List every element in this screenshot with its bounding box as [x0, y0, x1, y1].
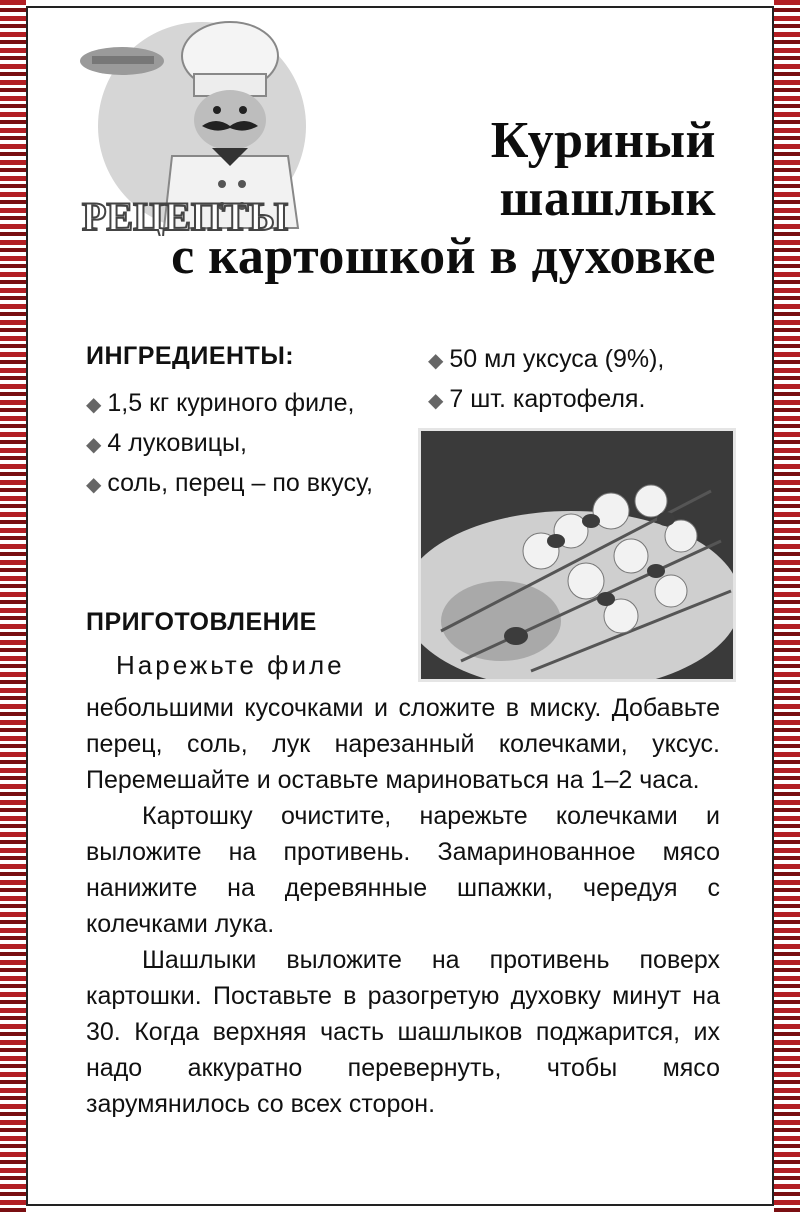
- ingredients-list-left: [86, 386, 386, 506]
- diamond-bullet-icon: ◆: [86, 474, 102, 496]
- preparation-paragraph-1: небольшими кусочками и сложите в миску. Добавьте перец, соль, лук нарезанный колечками, уксус. Перемешайте и оставьте мариноваться на 1–2 часа.: [86, 694, 720, 794]
- ingredient-item: ◆ 1,5 кг куриного филе,: [86, 389, 355, 417]
- diamond-bullet-icon: ◆: [86, 394, 102, 416]
- logo-text: РЕЦЕПТЫ: [82, 194, 288, 236]
- diamond-bullet-icon: ◆: [86, 434, 102, 456]
- title-line-2: шашлык: [499, 170, 716, 227]
- ingredients-heading: ИНГРЕДИЕНТЫ:: [86, 342, 295, 370]
- kebab-photo: [418, 428, 736, 682]
- title-line-3: с картошкой в духовке: [171, 228, 716, 285]
- ingredient-item: ◆ 4 луковицы,: [86, 429, 247, 457]
- ingredients-list-right: [428, 342, 748, 422]
- preparation-text: [86, 690, 720, 1122]
- left-ornament-border: [0, 0, 26, 1212]
- preparation-heading: ПРИГОТОВЛЕНИЕ: [86, 608, 317, 636]
- diamond-bullet-icon: ◆: [428, 350, 444, 372]
- preparation-first-words: Нарежьте филе: [116, 650, 345, 680]
- right-ornament-border: [774, 0, 800, 1212]
- ingredient-item: ◆ соль, перец – по вкусу,: [86, 469, 373, 497]
- kebab-photo-image: [421, 431, 733, 679]
- preparation-paragraph-2: Картошку очистите, нарежьте колечками и выложите на противень. Замаринованное мясо нанижите на деревянные шпажки, чередуя с колечками лука.: [86, 802, 720, 938]
- ingredient-item: ◆ 7 шт. картофеля.: [428, 385, 646, 413]
- ingredient-item: ◆ 50 мл уксуса (9%),: [428, 345, 665, 373]
- title-line-1: Куриный: [490, 112, 716, 169]
- diamond-bullet-icon: ◆: [428, 390, 444, 412]
- recipe-title: [76, 112, 716, 286]
- preparation-paragraph-3: Шашлыки выложите на противень поверх картошки. Поставьте в разогретую духовку минут на 30. Когда верхняя часть шашлыков поджарится, их надо аккуратно перевернуть, чтобы мясо зарумянилось со всех сторон.: [86, 946, 720, 1118]
